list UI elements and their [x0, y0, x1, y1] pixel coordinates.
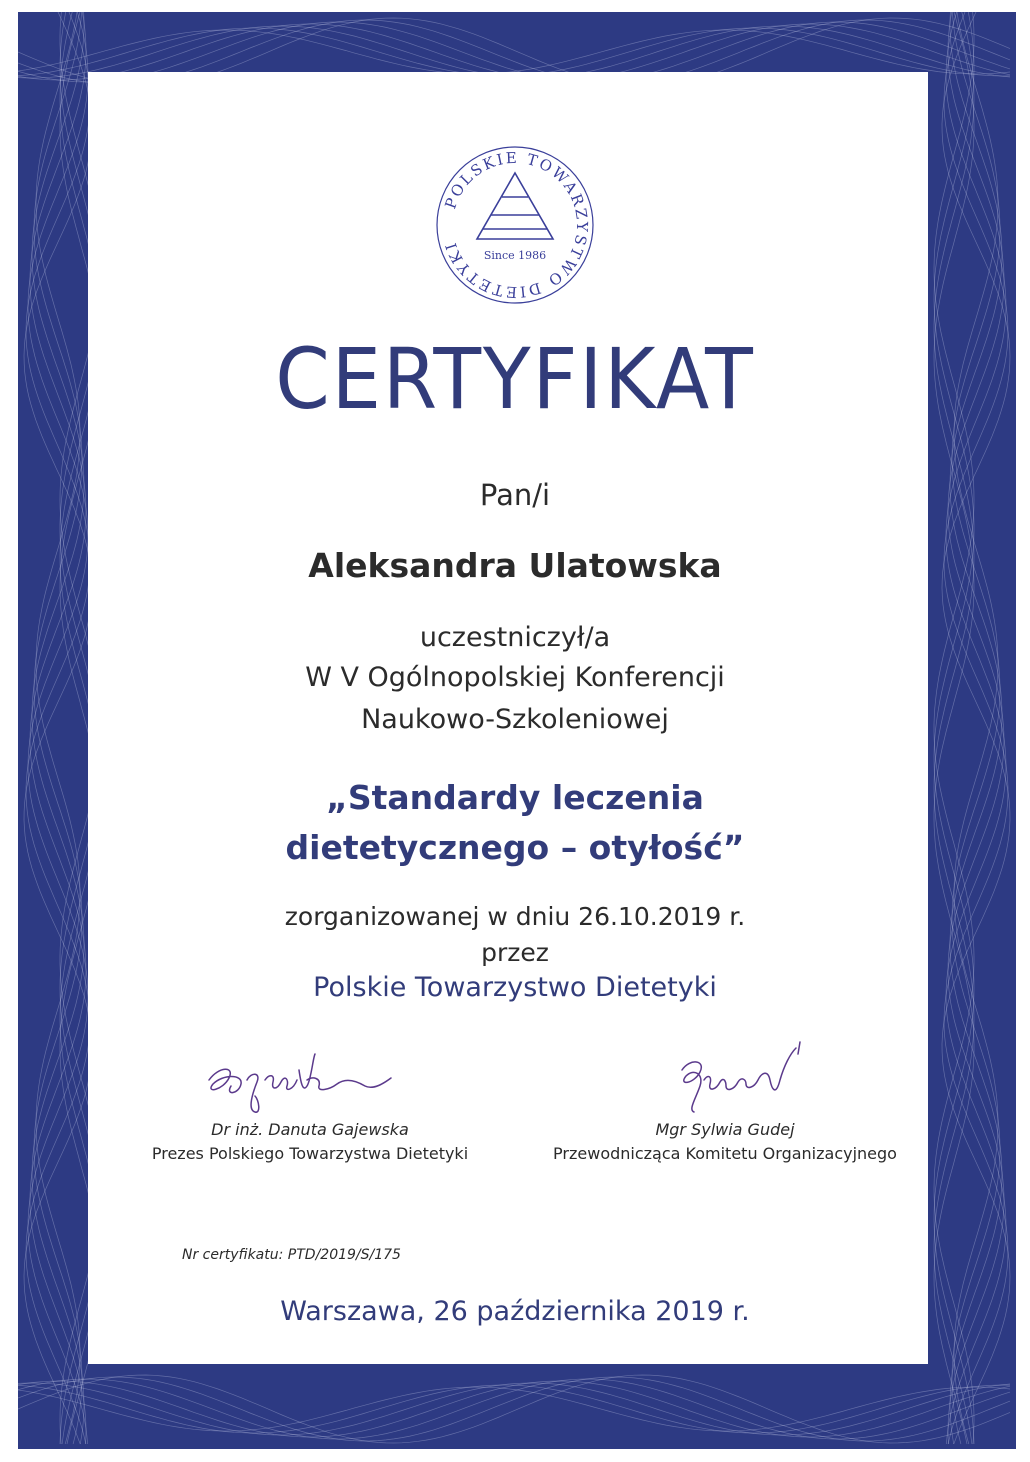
recipient-name: Aleksandra Ulatowska [308, 546, 722, 585]
conference-line-1: W V Ogólnopolskiej Konferencji [305, 662, 725, 693]
topic-line-1: „Standardy leczenia [326, 778, 704, 817]
signature-right [660, 1040, 810, 1120]
signature-left [195, 1040, 395, 1120]
certificate-number [182, 1247, 401, 1263]
certificate-title: CERTYFIKAT [275, 330, 755, 428]
signatory-left-role: Prezes Polskiego Towarzystwa Dietetyki [151, 1144, 469, 1163]
event-date-text: zorganizowanej w dniu 26.10.2019 r. [284, 902, 746, 931]
place-and-date: Warszawa, 26 października 2019 r. [280, 1296, 750, 1327]
signatory-left-name: Dr inż. Danuta Gajewska [211, 1120, 409, 1139]
topic-line-2: dietetycznego – otyłość” [285, 828, 745, 867]
logo-since-text: Since 1986 [483, 249, 547, 262]
organizer-name: Polskie Towarzystwo Dietetyki [313, 972, 717, 1003]
ptd-logo [425, 135, 605, 315]
conference-line-2: Naukowo-Szkoleniowej [361, 704, 669, 735]
signatory-right [530, 1118, 920, 1166]
logo-ring-text: POLSKIE TOWARZYSTWO DIETETYKI [441, 148, 592, 302]
certificate-number-value: PTD/2019/S/175 [287, 1247, 401, 1263]
by-text: przez [481, 938, 549, 967]
certificate-number-label: Nr certyfikatu: [182, 1247, 284, 1263]
participation-text: uczestniczył/a [419, 622, 611, 653]
salutation: Pan/i [479, 478, 551, 512]
signatory-right-role: Przewodnicząca Komitetu Organizacyjnego [553, 1144, 897, 1163]
signatory-right-name: Mgr Sylwia Gudej [655, 1120, 795, 1139]
signatory-left [120, 1118, 500, 1166]
